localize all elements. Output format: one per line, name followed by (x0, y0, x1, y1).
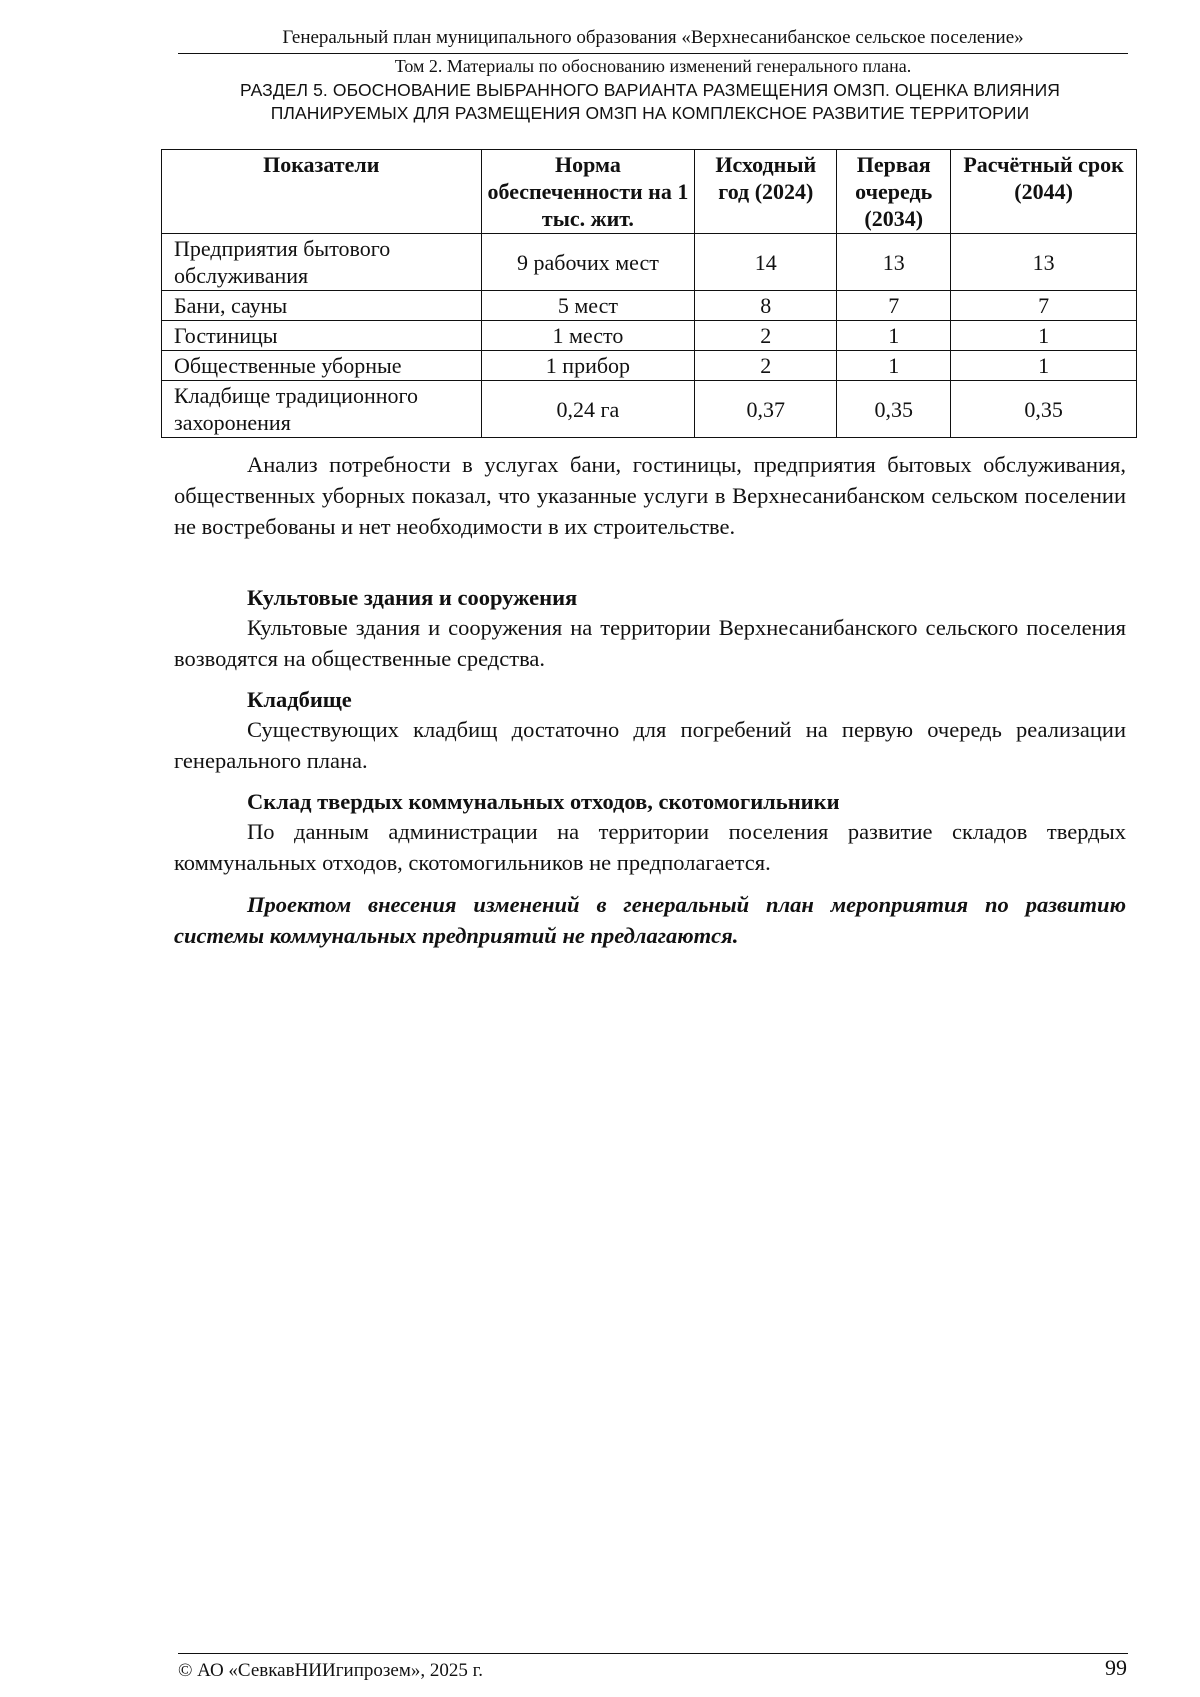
cult-buildings-heading: Культовые здания и сооружения (247, 585, 578, 610)
footer-organization: © АО «СевкавНИИгипрозем», 2025 г. (178, 1660, 483, 1681)
waste-paragraph: По данным администрации на территории поселения развитие складов твердых коммунальных отходов, скотомогильников не предполагается. (174, 819, 1126, 875)
table-cell: 5 мест (481, 291, 695, 321)
table-row (162, 381, 1137, 438)
table-cell: Предприятия бытового обслуживания (162, 234, 482, 291)
cemetery-paragraph: Существующих кладбищ достаточно для погребений на первую очередь реализации генерального плана. (174, 717, 1126, 773)
table-cell: Общественные уборные (162, 351, 482, 381)
table-cell: 1 место (481, 321, 695, 351)
table-cell: 9 рабочих мест (481, 234, 695, 291)
table-cell: 2 (695, 321, 837, 351)
footer-divider (178, 1653, 1128, 1654)
table-cell: Бани, сауны (162, 291, 482, 321)
table-header-cell: Исходный год (2024) (695, 150, 837, 234)
table-row (162, 321, 1137, 351)
table-cell: 1 (837, 321, 951, 351)
header-section-line-2: ПЛАНИРУЕМЫХ ДЛЯ РАЗМЕЩЕНИЯ ОМЗП НА КОМПЛЕКСНОЕ РАЗВИТИЕ ТЕРРИТОРИИ (270, 103, 1030, 123)
table-header-cell: Расчётный срок (2044) (951, 150, 1137, 234)
conclusion-paragraph: Проектом внесения изменений в генеральный план мероприятия по развитию системы коммунальных предприятий не предлагаются. (174, 892, 1126, 948)
header-divider (178, 53, 1128, 54)
table-row (162, 291, 1137, 321)
table-cell: 7 (951, 291, 1137, 321)
waste-heading: Склад твердых коммунальных отходов, скотомогильники (247, 789, 840, 814)
table-header-cell: Первая очередь (2034) (837, 150, 951, 234)
table-cell: 0,24 га (481, 381, 695, 438)
table-cell: Гостиницы (162, 321, 482, 351)
table-cell: 0,35 (837, 381, 951, 438)
table-header-cell: Норма обеспеченности на 1 тыс. жит. (481, 150, 695, 234)
analysis-paragraph: Анализ потребности в услугах бани, гостиницы, предприятия бытовых обслуживания, общественных уборных показал, что указанные услуги в Верхнесанибанском сельском поселении не востребованы и нет необходимости в их строительстве. (174, 452, 1126, 539)
table-cell: 1 (951, 351, 1137, 381)
table-cell: 1 (951, 321, 1137, 351)
cemetery-heading: Кладбище (247, 687, 352, 712)
table-cell: 1 прибор (481, 351, 695, 381)
header-section-title (150, 79, 1150, 125)
table-header-cell: Показатели (162, 150, 482, 234)
header-section-line-1: РАЗДЕЛ 5. ОБОСНОВАНИЕ ВЫБРАННОГО ВАРИАНТА РАЗМЕЩЕНИЯ ОМЗП. ОЦЕНКА ВЛИЯНИЯ (239, 80, 1060, 100)
table-cell: 2 (695, 351, 837, 381)
table-cell: 0,37 (695, 381, 837, 438)
table-cell: 0,35 (951, 381, 1137, 438)
page-number: 99 (1105, 1655, 1127, 1680)
header-document-title: Генеральный план муниципального образования «Верхнесанибанское сельское поселение» (282, 27, 1024, 48)
table-cell: 8 (695, 291, 837, 321)
header-volume: Том 2. Материалы по обоснованию изменений генерального плана. (394, 56, 912, 76)
table-cell: 14 (695, 234, 837, 291)
table-row (162, 351, 1137, 381)
table-cell: Кладбище традиционного захоронения (162, 381, 482, 438)
cult-buildings-paragraph: Культовые здания и сооружения на территории Верхнесанибанского сельского поселения возводятся на общественные средства. (174, 615, 1126, 671)
services-norms-table (161, 149, 1137, 438)
table-cell: 1 (837, 351, 951, 381)
table-cell: 13 (951, 234, 1137, 291)
table-row (162, 234, 1137, 291)
table-cell: 7 (837, 291, 951, 321)
table-header-row (162, 150, 1137, 234)
table-cell: 13 (837, 234, 951, 291)
